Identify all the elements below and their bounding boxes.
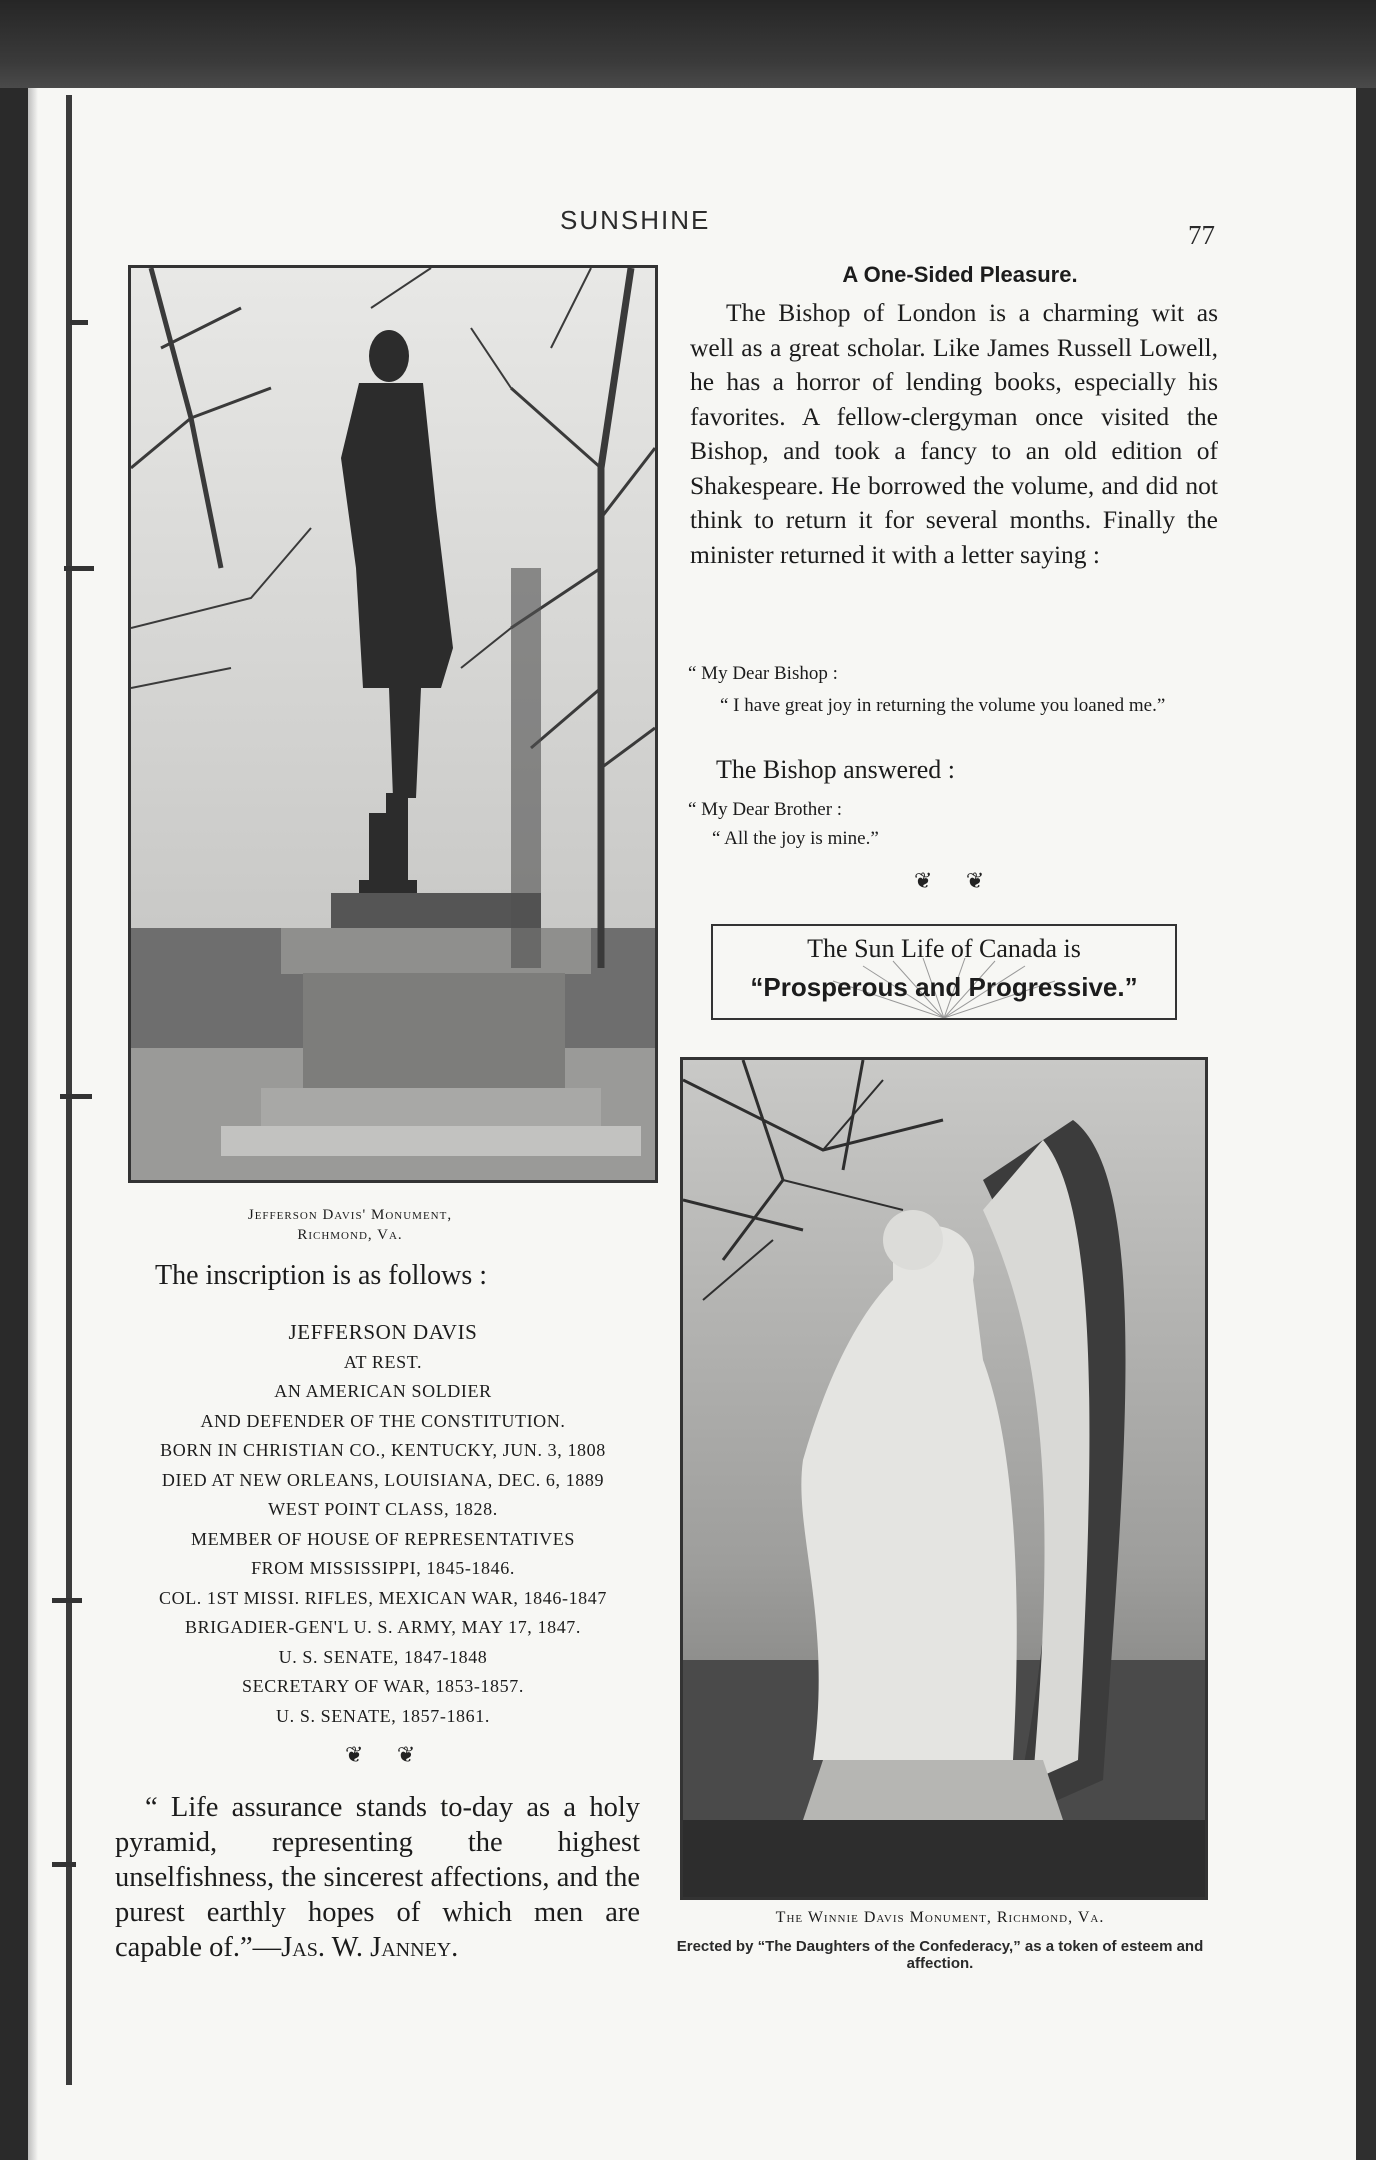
- inscription-line: BORN IN CHRISTIAN CO., KENTUCKY, JUN. 3, 1808: [160, 1440, 606, 1460]
- story-answered: The Bishop answered :: [716, 755, 956, 784]
- inscription-line: AN AMERICAN SOLDIER: [274, 1381, 492, 1401]
- caption-line: Jefferson Davis' Monument,: [247, 1207, 453, 1223]
- inscription-line: U. S. SENATE, 1857-1861.: [276, 1705, 490, 1726]
- winnie-davis-monument-photo: [680, 1057, 1208, 1900]
- inscription-line: SECRETARY OF WAR, 1853-1857.: [242, 1676, 524, 1696]
- reply-salutation: “ My Dear Brother :: [688, 799, 843, 820]
- caption-line: Richmond, Va.: [297, 1227, 403, 1243]
- binding-notch: [60, 1094, 92, 1099]
- fleuron-ornament: ❦ ❦: [914, 868, 999, 893]
- quote-text: “ Life assurance stands to-day as a holy pyramid, representing the highest unselfishness, the sincerest affections, and the purest earthly hopes of which men are capable of.”—: [115, 1792, 640, 1963]
- ad-line-2: “Prosperous and Progressive.”: [750, 972, 1138, 1002]
- story-title: A One-Sided Pleasure.: [842, 262, 1078, 287]
- binding-notch: [64, 566, 94, 571]
- monument-caption: [150, 1205, 550, 1245]
- inscription-block: [118, 1318, 648, 1731]
- letter-body: “ I have great joy in returning the volume you loaned me.”: [720, 695, 1166, 716]
- inscription-line: BRIGADIER-GEN'L U. S. ARMY, MAY 17, 1847.: [184, 1617, 582, 1637]
- running-header: SUNSHINE: [560, 205, 711, 235]
- fleuron-ornament: ❦ ❦: [345, 1742, 430, 1767]
- binding-notch: [52, 1862, 76, 1867]
- ad-line-1: The Sun Life of Canada is: [807, 934, 1081, 963]
- inscription-line: COL. 1ST MISSI. RIFLES, MEXICAN WAR, 1846-1847: [159, 1587, 607, 1608]
- inscription-line: AT REST.: [343, 1351, 423, 1372]
- winnie-monument-note: Erected by “The Daughters of the Confederacy,” as a token of esteem and affection.: [676, 1938, 1204, 1972]
- inscription-line: U. S. SENATE, 1847-1848: [278, 1646, 488, 1667]
- inscription-line: DIED AT NEW ORLEANS, LOUISIANA, DEC. 6, 1889: [161, 1469, 605, 1490]
- page-edge-shadow: [28, 88, 38, 2160]
- reply-body: “ All the joy is mine.”: [712, 828, 879, 849]
- scan-background-top: [0, 0, 1376, 88]
- sun-life-advertisement: [711, 924, 1177, 1020]
- inscription-line: FROM MISSISSIPPI, 1845-1846.: [251, 1558, 515, 1578]
- page-number: 77: [1188, 220, 1215, 250]
- binding-notch: [52, 1598, 82, 1603]
- inscription-line: JEFFERSON DAVIS: [288, 1320, 478, 1344]
- quote-author: Jas. W. Janney.: [281, 1932, 459, 1963]
- inscription-line: WEST POINT CLASS, 1828.: [268, 1499, 498, 1519]
- jefferson-davis-monument-photo: [128, 265, 658, 1183]
- letter-salutation: “ My Dear Bishop :: [688, 663, 838, 684]
- inscription-intro: The inscription is as follows :: [155, 1260, 488, 1291]
- winnie-monument-caption: The Winnie Davis Monument, Richmond, Va.: [775, 1909, 1105, 1926]
- binding-line: [66, 95, 72, 2085]
- janney-quote: [115, 1790, 640, 1965]
- story-body: The Bishop of London is a charming wit as well as a great scholar. Like James Russell Lowell, he has a horror of lending books, especially his favorites. A fellow-clergyman once visited the Bishop, and took a fancy to an old edition of Shakespeare. He borrowed the volume, and did not think to return it for several months. Finally the minister returned it with a letter saying :: [690, 298, 1218, 569]
- binding-notch: [70, 320, 88, 325]
- inscription-line: MEMBER OF HOUSE OF REPRESENTATIVES: [190, 1528, 575, 1549]
- inscription-line: AND DEFENDER OF THE CONSTITUTION.: [200, 1410, 566, 1431]
